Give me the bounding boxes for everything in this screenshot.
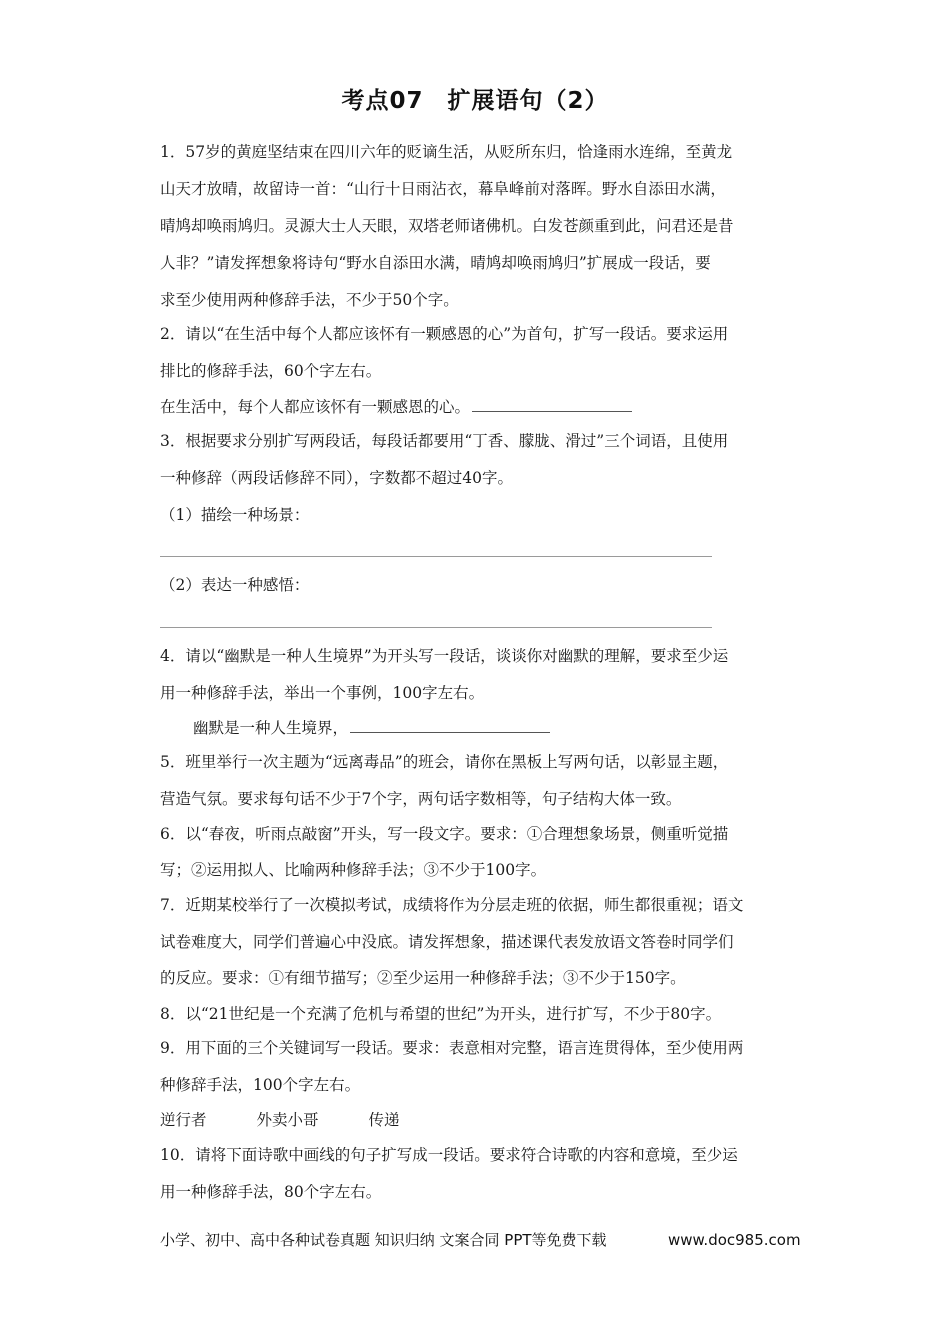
footer-text: 小学、初中、高中各种试卷真题 知识归纳 文案合同 PPT等免费下载 [160, 1231, 607, 1249]
q4-answer-blank[interactable] [350, 717, 550, 733]
footer-link[interactable]: www.doc985.com [668, 1231, 801, 1249]
q9-keywords [160, 1109, 450, 1131]
q6-line-1: 6．以“春夜，听雨点敲窗”开头，写一段文字。要求：①合理想象场景，侧重听觉描 [160, 825, 729, 843]
q4-opening: 幽默是一种人生境界， [193, 719, 349, 737]
q2-answer-line [160, 396, 632, 418]
q2-line-2: 排比的修辞手法，60个字左右。 [160, 362, 382, 380]
q3-line-1: 3．根据要求分别扩写两段话，每段话都要用“丁香、朦胧、滑过”三个词语，且使用 [160, 432, 729, 450]
q1-line-2: 山天才放晴，故留诗一首：“山行十日雨沾衣，幕阜峰前对落晖。野水自添田水满， [160, 180, 726, 198]
q2-line-1: 2．请以“在生活中每个人都应该怀有一颗感恩的心”为首句，扩写一段话。要求运用 [160, 325, 729, 343]
keyword-2: 外卖小哥 [256, 1111, 319, 1129]
q7-line-2: 试卷难度大，同学们普遍心中没底。请发挥想象，描述课代表发放语文答卷时同学们 [160, 933, 734, 951]
q3-sub-1: （1）描绘一种场景： [160, 506, 310, 524]
q6-line-2: 写；②运用拟人、比喻两种修辞手法；③不少于100字。 [160, 861, 547, 879]
q10-line-2: 用一种修辞手法，80个字左右。 [160, 1183, 382, 1201]
q1-line-5: 求至少使用两种修辞手法，不少于50个字。 [160, 291, 459, 309]
page-title: 考点07 扩展语句（2） [341, 88, 609, 114]
q1-line-4: 人非？”请发挥想象将诗句“野水自添田水满，晴鸠却唤雨鸠归”扩展成一段话，要 [160, 254, 711, 272]
q5-line-1: 5．班里举行一次主题为“远离毒品”的班会，请你在黑板上写两句话，以彰显主题， [160, 753, 729, 771]
q4-line-2: 用一种修辞手法，举出一个事例，100字左右。 [160, 684, 485, 702]
keyword-3: 传递 [368, 1111, 400, 1129]
q4-line-1: 4．请以“幽默是一种人生境界”为开头写一段话，谈谈你对幽默的理解，要求至少运 [160, 647, 729, 665]
q3-sub-2-answer-rule[interactable] [160, 627, 712, 628]
q1-line-3: 晴鸠却唤雨鸠归。灵源大士人天眼，双塔老师诸佛机。白发苍颜重到此，问君还是昔 [160, 217, 734, 235]
keyword-1: 逆行者 [160, 1111, 207, 1129]
q9-line-1: 9．用下面的三个关键词写一段话。要求：表意相对完整，语言连贯得体，至少使用两 [160, 1039, 744, 1057]
q10-line-1: 10．请将下面诗歌中画线的句子扩写成一段话。要求符合诗歌的内容和意境，至少运 [160, 1146, 738, 1164]
q5-line-2: 营造气氛。要求每句话不少于7个字，两句话字数相等，句子结构大体一致。 [160, 790, 682, 808]
q7-line-1: 7．近期某校举行了一次模拟考试，成绩将作为分层走班的依据，师生都很重视；语文 [160, 896, 744, 914]
page-footer [160, 1229, 801, 1251]
q1-line-1: 1．57岁的黄庭坚结束在四川六年的贬谪生活，从贬所东归，恰逢雨水连绵，至黄龙 [160, 143, 733, 161]
q3-sub-1-answer-rule[interactable] [160, 556, 712, 557]
q8-line-1: 8．以“21世纪是一个充满了危机与希望的世纪”为开头，进行扩写，不少于80字。 [160, 1005, 722, 1023]
q3-sub-2: （2）表达一种感悟： [160, 576, 310, 594]
q2-first-sentence: 在生活中，每个人都应该怀有一颗感恩的心。 [160, 398, 471, 416]
q4-answer-line [193, 717, 550, 739]
q9-line-2: 种修辞手法，100个字左右。 [160, 1076, 361, 1094]
q3-line-2: 一种修辞（两段话修辞不同），字数都不超过40字。 [160, 469, 513, 487]
q2-answer-blank[interactable] [472, 396, 632, 412]
q7-line-3: 的反应。要求：①有细节描写；②至少运用一种修辞手法；③不少于150字。 [160, 969, 686, 987]
